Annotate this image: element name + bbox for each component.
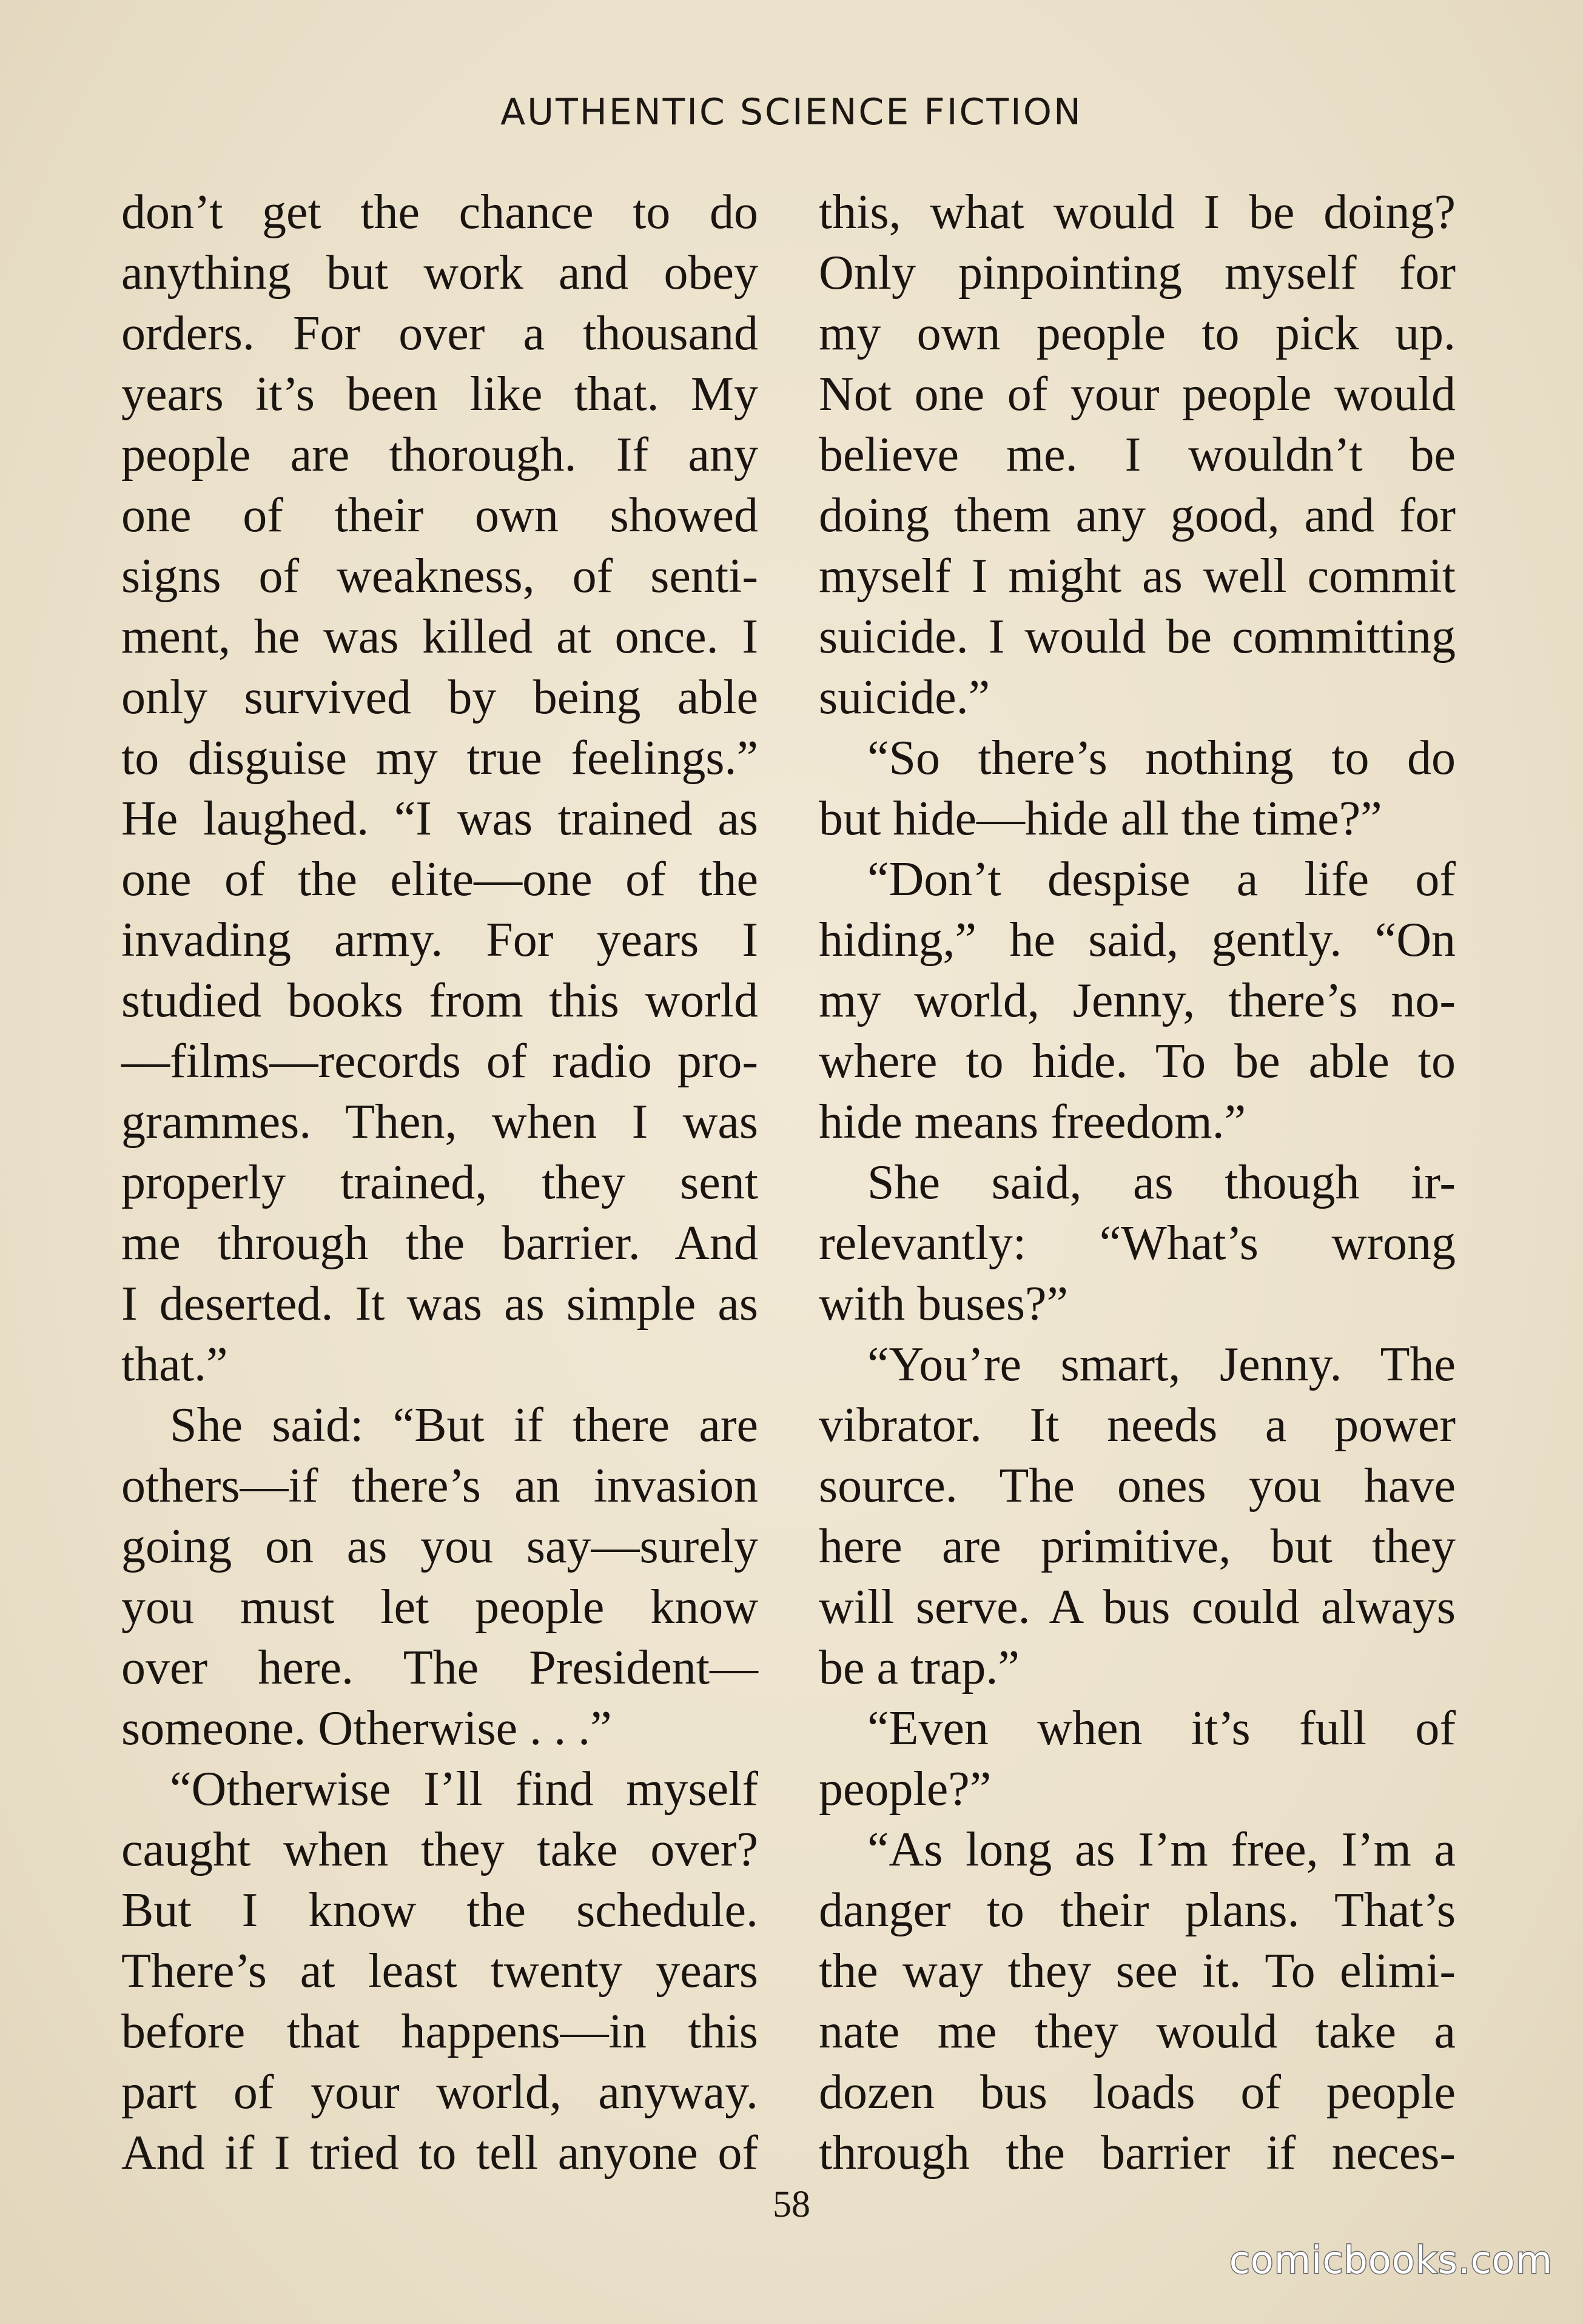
text-line: She said: “But if there are <box>170 1399 758 1452</box>
text-line: dozen bus loads of people <box>819 2066 1456 2119</box>
text-line: before that happens—in this <box>121 2005 758 2058</box>
text-line: Only pinpointing myself for <box>819 246 1456 300</box>
text-line: orders. For over a thousand <box>121 307 758 360</box>
text-line: going on as you say—surely <box>121 1520 758 1573</box>
text-line: anything but work and obey <box>121 246 758 300</box>
text-line: don’t get the chance to do <box>121 186 758 239</box>
text-line: Not one of your people would <box>819 368 1456 421</box>
text-line: But I know the schedule. <box>121 1884 758 1937</box>
text-line: the way they see it. To elimi- <box>819 1944 1456 1998</box>
text-line: source. The ones you have <box>819 1459 1456 1513</box>
text-line: others—if there’s an invasion <box>121 1459 758 1513</box>
text-line: to disguise my true feelings.” <box>121 731 758 785</box>
text-line: vibrator. It needs a power <box>819 1399 1456 1452</box>
text-line: nate me they would take a <box>819 2005 1456 2058</box>
text-line: my world, Jenny, there’s no- <box>819 974 1456 1027</box>
text-line: you must let people know <box>121 1580 758 1634</box>
text-line: suicide.” <box>819 671 990 724</box>
running-title: AUTHENTIC SCIENCE FICTION <box>500 91 1083 133</box>
text-line: over here. The President— <box>121 1641 758 1694</box>
text-line: “You’re smart, Jenny. The <box>867 1338 1456 1391</box>
text-line: will serve. A bus could always <box>819 1580 1456 1634</box>
text-line: And if I tried to tell anyone of <box>121 2126 758 2180</box>
text-line: “Otherwise I’ll find myself <box>170 1762 758 1816</box>
text-line: studied books from this world <box>121 974 758 1027</box>
text-line: this, what would I be doing? <box>819 186 1456 239</box>
text-line: years it’s been like that. My <box>121 368 758 421</box>
text-line: here are primitive, but they <box>819 1520 1456 1573</box>
right-text-column <box>819 182 1456 2183</box>
text-line: She said, as though ir- <box>867 1156 1456 1209</box>
text-line: through the barrier if neces- <box>819 2126 1456 2180</box>
page-number: 58 <box>773 2184 810 2225</box>
text-line: with buses?” <box>819 1277 1069 1331</box>
text-line: believe me. I wouldn’t be <box>819 428 1456 482</box>
text-line: people?” <box>819 1762 992 1816</box>
text-line: grammes. Then, when I was <box>121 1095 758 1149</box>
text-line: suicide. I would be committing <box>819 610 1456 663</box>
text-line: doing them any good, and for <box>819 489 1456 542</box>
text-line: people are thorough. If any <box>121 428 758 482</box>
left-text-column <box>121 182 758 2183</box>
text-line: I deserted. It was as simple as <box>121 1277 758 1331</box>
text-line: be a trap.” <box>819 1641 1020 1694</box>
text-line: ment, he was killed at once. I <box>121 610 758 663</box>
text-line: myself I might as well commit <box>819 549 1456 603</box>
site-watermark: comicbooks.com <box>1229 2238 1553 2282</box>
text-line: “Even when it’s full of <box>867 1702 1456 1755</box>
text-line: my own people to pick up. <box>819 307 1456 360</box>
text-line: There’s at least twenty years <box>121 1944 758 1998</box>
text-line: someone. Otherwise . . .” <box>121 1702 612 1755</box>
text-line: where to hide. To be able to <box>819 1035 1456 1088</box>
text-line: “So there’s nothing to do <box>867 731 1456 785</box>
text-line: caught when they take over? <box>121 1823 758 1876</box>
text-line: hiding,” he said, gently. “On <box>819 913 1456 967</box>
text-line: signs of weakness, of senti- <box>121 549 758 603</box>
text-line: invading army. For years I <box>121 913 758 967</box>
text-line: only survived by being able <box>121 671 758 724</box>
text-line: —films—records of radio pro- <box>121 1035 758 1088</box>
text-line: hide means freedom.” <box>819 1095 1246 1149</box>
text-line: that.” <box>121 1338 228 1391</box>
text-line: “As long as I’m free, I’m a <box>867 1823 1456 1876</box>
text-line: He laughed. “I was trained as <box>121 792 758 845</box>
text-line: me through the barrier. And <box>121 1217 758 1270</box>
text-line: one of the elite—one of the <box>121 853 758 906</box>
text-line: part of your world, anyway. <box>121 2066 758 2119</box>
text-line: but hide—hide all the time?” <box>819 792 1382 845</box>
text-line: properly trained, they sent <box>121 1156 758 1209</box>
text-line: danger to their plans. That’s <box>819 1884 1456 1937</box>
text-line: one of their own showed <box>121 489 758 542</box>
text-line: “Don’t despise a life of <box>867 853 1456 906</box>
text-line: relevantly: “What’s wrong <box>819 1217 1456 1270</box>
